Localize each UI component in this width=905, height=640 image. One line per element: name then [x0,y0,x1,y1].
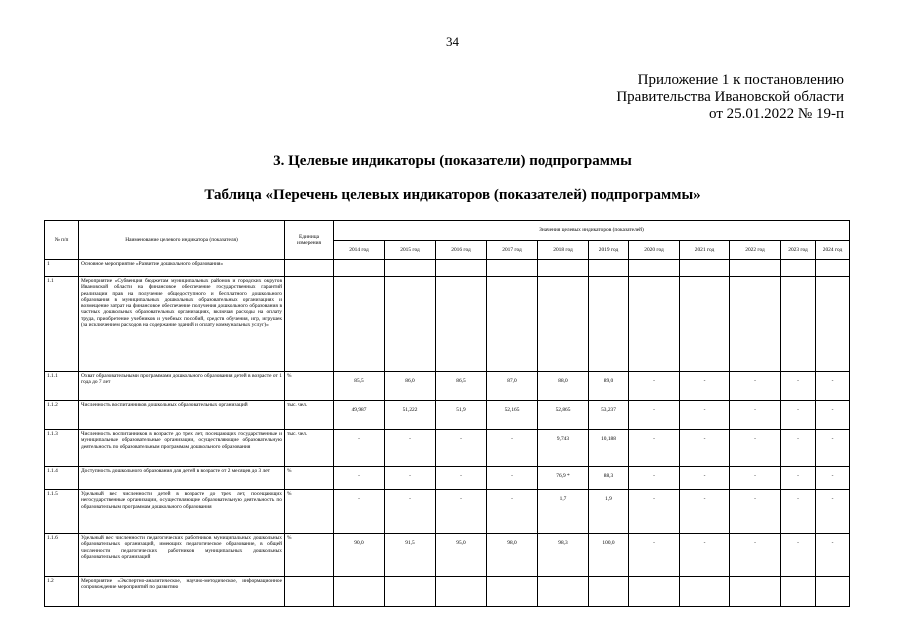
value-cell: - [781,534,816,577]
value-cell [538,260,589,277]
table-row [45,534,850,577]
table-row [45,467,850,490]
row-number: 1.1.5 [45,490,79,534]
value-cell [730,260,781,277]
value-cell: - [680,467,730,490]
value-cell [487,260,538,277]
indicator-name: Охват образовательными программами дошкольного образования детей в возрасте от 1 года до 7 лет [79,372,285,401]
value-cell: 9,743 [538,430,589,467]
value-cell [781,577,816,607]
indicator-name: Численность воспитанников дошкольных образовательных организаций [79,401,285,430]
value-cell [334,277,385,372]
value-cell: - [487,490,538,534]
indicators-table [44,220,850,607]
year-header: 2019 год [589,241,629,260]
year-header: 2017 год [487,241,538,260]
header-unit: Единица измерения [285,221,334,260]
table-row [45,401,850,430]
value-cell [334,577,385,607]
unit-cell: тыс. чел. [285,401,334,430]
value-cell: 10,188 [589,430,629,467]
year-header: 2023 год [781,241,816,260]
value-cell: - [730,372,781,401]
value-cell [334,260,385,277]
value-cell: 88,0 [538,372,589,401]
value-cell: 53,237 [589,401,629,430]
value-cell: - [334,490,385,534]
indicator-name: Мероприятие «Экспертно-аналитическое, научно-методическое, информационное сопровождение мероприятий по развитию [79,577,285,607]
row-number: 1.1 [45,277,79,372]
value-cell: - [629,401,680,430]
value-cell: - [680,372,730,401]
value-cell [436,260,487,277]
value-cell: - [680,430,730,467]
value-cell: - [816,401,850,430]
value-cell [385,277,436,372]
value-cell: - [629,467,680,490]
value-cell: - [436,430,487,467]
value-cell [680,577,730,607]
value-cell: 49,987 [334,401,385,430]
year-header: 2024 год [816,241,850,260]
appendix-header [616,72,844,123]
unit-cell: % [285,534,334,577]
value-cell: - [385,490,436,534]
unit-cell: % [285,372,334,401]
value-cell: 76,9 * [538,467,589,490]
value-cell [629,277,680,372]
value-cell: 95,0 [436,534,487,577]
row-number: 1.1.1 [45,372,79,401]
value-cell: - [781,490,816,534]
value-cell [730,577,781,607]
table-row [45,577,850,607]
value-cell: - [680,401,730,430]
value-cell [589,577,629,607]
row-number: 1.1.4 [45,467,79,490]
value-cell: 86,0 [385,372,436,401]
value-cell: 90,0 [334,534,385,577]
table-row [45,372,850,401]
year-header: 2016 год [436,241,487,260]
value-cell: - [730,430,781,467]
value-cell: - [629,534,680,577]
value-cell [629,577,680,607]
value-cell: 98,0 [487,534,538,577]
value-cell: - [816,534,850,577]
value-cell: - [730,534,781,577]
value-cell: - [334,430,385,467]
value-cell: 1,7 [538,490,589,534]
value-cell: 1,9 [589,490,629,534]
year-header: 2021 год [680,241,730,260]
value-cell: 98,3 [538,534,589,577]
value-cell: - [334,467,385,490]
value-cell [781,277,816,372]
value-cell: 91,5 [385,534,436,577]
value-cell: - [629,372,680,401]
value-cell: - [730,401,781,430]
value-cell [385,260,436,277]
value-cell: 51,222 [385,401,436,430]
value-cell: 87,0 [487,372,538,401]
value-cell [730,277,781,372]
page-number: 34 [446,34,459,49]
unit-cell [285,577,334,607]
value-cell [680,260,730,277]
value-cell: - [680,490,730,534]
row-number: 1.1.2 [45,401,79,430]
indicator-name: Основное мероприятие «Развитие дошкольного образования» [79,260,285,277]
value-cell: 52,865 [538,401,589,430]
year-header: 2014 год [334,241,385,260]
indicator-name: Мероприятие «Субвенция бюджетам муниципальных районов и городских округов Ивановской области на финансовое обеспечение государственных гарантий реализации прав на получение общедоступного и бесплатного дошкольного образования в муниципальных дошкольных образовательных организациях и возмещение затрат на финансовое обеспечение получения дошкольного образования в частных дошкольных образовательных организациях, включая расходы на оплату труда, приобретение учебников и учебных пособий, средств обучения, игр, игрушек (за исключением расходов на содержание зданий и оплату коммунальных услуг)» [79,277,285,372]
value-cell: - [781,430,816,467]
value-cell: - [629,430,680,467]
value-cell: 52,165 [487,401,538,430]
value-cell: - [487,430,538,467]
value-cell [816,260,850,277]
unit-cell: % [285,467,334,490]
value-cell: - [781,467,816,490]
appendix-line-2: Правительства Ивановской области [616,89,844,105]
table-title: Таблица «Перечень целевых индикаторов (показателей) подпрограммы» [204,187,701,203]
value-cell [781,260,816,277]
row-number: 1.1.3 [45,430,79,467]
value-cell: - [781,401,816,430]
header-name: Наименование целевого индикатора (показателя) [79,221,285,260]
value-cell [680,277,730,372]
value-cell [816,577,850,607]
indicator-name: Численность воспитанников в возрасте до трех лет, посещающих государственные и муниципальные образовательные организации, осуществляющие образовательную деятельность по образовательным программам дошкольного образования [79,430,285,467]
value-cell: 88,3 [589,467,629,490]
value-cell [589,277,629,372]
value-cell [538,577,589,607]
table-row [45,490,850,534]
value-cell: - [436,490,487,534]
value-cell: 86,5 [436,372,487,401]
indicator-name: Доступность дошкольного образования для детей в возрасте от 2 месяцев до 3 лет [79,467,285,490]
value-cell [436,577,487,607]
value-cell: - [781,372,816,401]
value-cell: 85,5 [334,372,385,401]
value-cell: - [487,467,538,490]
header-values: Значения целевых индикаторов (показателей) [334,221,850,241]
value-cell: - [816,430,850,467]
value-cell: - [629,490,680,534]
year-header: 2015 год [385,241,436,260]
value-cell: - [436,467,487,490]
value-cell [538,277,589,372]
value-cell: - [385,467,436,490]
header-num: № п/п [45,221,79,260]
value-cell: 100,0 [589,534,629,577]
value-cell: - [816,372,850,401]
value-cell: - [730,467,781,490]
unit-cell: тыс. чел. [285,430,334,467]
value-cell [436,277,487,372]
unit-cell [285,260,334,277]
value-cell: - [385,430,436,467]
indicator-name: Удельный вес численности педагогических работников муниципальных дошкольных образовательных организаций, имеющих педагогическое образование, в общей численности педагогических работников муниципальных дошкольных образовательных организаций [79,534,285,577]
value-cell [487,277,538,372]
value-cell [589,260,629,277]
value-cell: - [730,490,781,534]
value-cell [629,260,680,277]
value-cell: 89,0 [589,372,629,401]
year-header: 2020 год [629,241,680,260]
table-row [45,277,850,372]
value-cell [487,577,538,607]
appendix-line-1: Приложение 1 к постановлению [637,72,844,88]
unit-cell: % [285,490,334,534]
year-header: 2022 год [730,241,781,260]
value-cell [816,277,850,372]
row-number: 1.1.6 [45,534,79,577]
table-row [45,260,850,277]
unit-cell [285,277,334,372]
value-cell [385,577,436,607]
table-row [45,430,850,467]
row-number: 1.2 [45,577,79,607]
section-title: 3. Целевые индикаторы (показатели) подпрограммы [273,153,632,169]
value-cell: - [816,467,850,490]
year-header: 2018 год [538,241,589,260]
row-number: 1 [45,260,79,277]
value-cell: - [680,534,730,577]
appendix-line-3: от 25.01.2022 № 19-п [709,106,844,122]
value-cell: 51,9 [436,401,487,430]
indicator-name: Удельный вес численности детей в возрасте до трех лет, посещающих негосударственные организации, осуществляющие образовательную деятельность по образовательным программам дошкольного образования [79,490,285,534]
value-cell: - [816,490,850,534]
